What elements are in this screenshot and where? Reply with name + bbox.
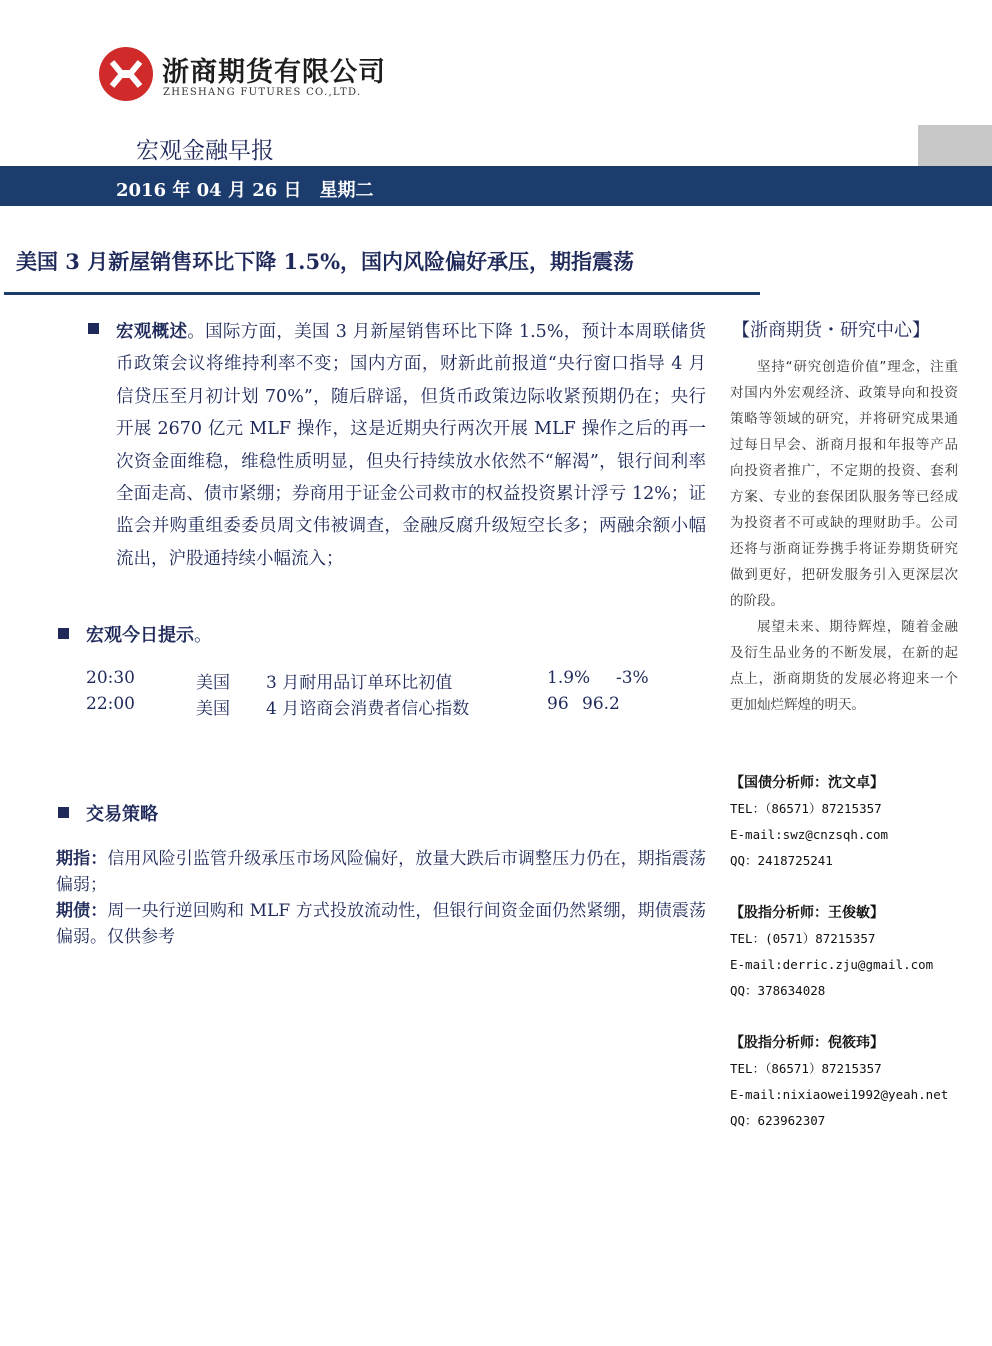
sidebar-paragraph: 坚持“研究创造价值”理念，注重对国内外宏观经济、政策导向和投资策略等领域的研究，并将研究成果通过每日早会、浙商月报和年报等产品向投资者推广，不定期的投资、套利方案、专业的套保团队服务等已经成为投资者不可或缺的理财助手。公司还将与浙商证券携手将证券期货研究做到更好，把研发服务引入更深层次的阶段。 bbox=[730, 359, 958, 609]
overview-label: 宏观概述 bbox=[116, 322, 188, 342]
overview-text: 。国际方面，美国 3 月新屋销售环比下降 1.5%，预计本周联储货币政策会议将维持利率不变；国内方面，财新此前报道“央行窗口指导 4 月信贷压至月初计划 70%”，随后辟谣，但货币政策边际收紧预期仍在；央行开展 2670 亿元 MLF 操作，这是近期央行两次开展 MLF 操作之后的再一次资金面维稳，维稳性质明显，但央行持续放水依然不“解渴”，银行间利率全面走高、债市紧绷；券商用于证金公司救市的权益投资累计浮亏 12%；证监会并购重组委委员周文伟被调查，金融反腐升级短空长多；两融余额小幅流出，沪股通持续小幅流入； bbox=[116, 322, 707, 569]
analyst-card bbox=[730, 900, 980, 1004]
company-name-en: ZHESHANG FUTURES CO.,LTD. bbox=[163, 87, 362, 98]
today-bullet-icon bbox=[58, 628, 69, 639]
analyst-card bbox=[730, 1030, 980, 1134]
overview-bullet-icon bbox=[88, 323, 99, 334]
header-gray-block bbox=[918, 125, 992, 166]
strategy-label: 期债： bbox=[56, 901, 108, 921]
event-time: 22:00 bbox=[86, 694, 135, 714]
today-title: 宏观今日提示 bbox=[86, 625, 194, 646]
headline: 美国 3 月新屋销售环比下降 1.5%，国内风险偏好承压，期指震荡 bbox=[16, 249, 635, 274]
event-value-previous: 1.9% bbox=[547, 668, 591, 688]
company-logo-icon bbox=[98, 46, 154, 102]
analyst-qq: QQ：2418725241 bbox=[730, 853, 833, 868]
trading-strategy bbox=[56, 846, 706, 950]
today-title-suffix: 。 bbox=[194, 625, 212, 646]
analyst-email: E-mail:swz@cnzsqh.com bbox=[730, 827, 889, 842]
company-name-cn: 浙商期货有限公司 bbox=[162, 57, 386, 88]
sidebar-paragraph: 展望未来、期待辉煌，随着金融及衍生品业务的不断发展，在新的起点上，浙商期货的发展必将迎来一个更加灿烂辉煌的明天。 bbox=[730, 619, 958, 713]
strategy-text: 周一央行逆回购和 MLF 方式投放流动性，但银行间资金面仍然紧绷，期债震荡偏弱。仅供参考 bbox=[56, 901, 706, 947]
analyst-email: E-mail:derric.zju@gmail.com bbox=[730, 957, 934, 972]
event-name: 3 月耐用品订单环比初值 bbox=[266, 673, 453, 693]
event-value-forecast: 96.2 bbox=[582, 694, 620, 714]
strategy-section-title: 交易策略 bbox=[86, 804, 158, 825]
sidebar-intro bbox=[730, 354, 958, 718]
analyst-qq: QQ：378634028 bbox=[730, 983, 826, 998]
event-name: 4 月谘商会消费者信心指数 bbox=[266, 699, 470, 719]
sidebar-title: 【浙商期货・研究中心】 bbox=[732, 320, 930, 341]
headline-divider bbox=[4, 292, 760, 295]
analyst-tel: TEL：（86571）87215357 bbox=[730, 1061, 882, 1076]
analyst-title: 【股指分析师：倪筱玮】 bbox=[730, 1035, 884, 1051]
analyst-card bbox=[730, 770, 980, 874]
today-section-title bbox=[86, 621, 212, 647]
event-country: 美国 bbox=[196, 699, 230, 719]
event-value-previous: 96 bbox=[547, 694, 569, 714]
analyst-title: 【国债分析师：沈文卓】 bbox=[730, 775, 884, 791]
analyst-qq: QQ：623962307 bbox=[730, 1113, 826, 1128]
event-value-forecast: -3% bbox=[616, 668, 649, 688]
event-time: 20:30 bbox=[86, 668, 135, 688]
analyst-tel: TEL：(0571）87215357 bbox=[730, 931, 876, 946]
strategy-bullet-icon bbox=[58, 807, 69, 818]
strategy-item-bond-futures bbox=[56, 898, 706, 950]
report-type-title: 宏观金融早报 bbox=[136, 138, 274, 164]
strategy-item-index-futures bbox=[56, 846, 706, 898]
report-date: 2016 年 04 月 26 日 星期二 bbox=[116, 180, 374, 201]
event-country: 美国 bbox=[196, 673, 230, 693]
analyst-tel: TEL：（86571）87215357 bbox=[730, 801, 882, 816]
strategy-text: 信用风险引监管升级承压市场风险偏好，放量大跌后市调整压力仍在，期指震荡偏弱； bbox=[56, 849, 707, 895]
macro-overview bbox=[116, 316, 706, 575]
strategy-label: 期指： bbox=[56, 849, 108, 869]
analyst-email: E-mail:nixiaowei1992@yeah.net bbox=[730, 1087, 949, 1102]
analyst-title: 【股指分析师：王俊敏】 bbox=[730, 905, 884, 921]
